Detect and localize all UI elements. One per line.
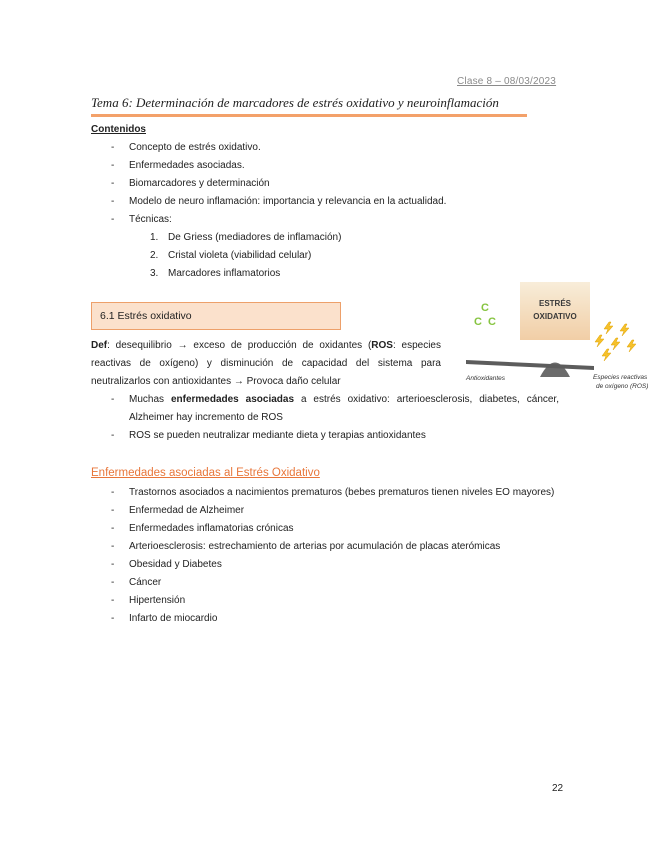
list-item — [91, 538, 559, 556]
oxidative-stress-illustration — [462, 278, 652, 396]
contents-list — [91, 139, 561, 283]
item-number: 2. — [150, 250, 159, 261]
list-item-text: Obesidad y Diabetes — [129, 559, 222, 570]
contents-heading: Contenidos — [91, 124, 146, 135]
sign-text-line2: OXIDATIVO — [533, 312, 577, 321]
sign-text-line1: ESTRÉS — [538, 299, 572, 308]
diseases-list — [91, 484, 563, 628]
numbered-item — [91, 247, 561, 265]
list-item — [91, 175, 561, 193]
list-marker: - — [111, 214, 115, 225]
lightning-bolt-icon — [620, 324, 629, 336]
title-underline — [91, 114, 527, 117]
list-marker: - — [111, 160, 115, 171]
list-item — [91, 502, 559, 520]
section-heading-box — [91, 302, 341, 330]
stress-sign — [520, 282, 590, 340]
list-item-text: Cáncer — [129, 577, 162, 588]
numbered-item-text: Cristal violeta (viabilidad celular) — [168, 250, 312, 261]
list-item-text: Infarto de miocardio — [129, 613, 218, 624]
list-marker: - — [111, 142, 115, 153]
list-item-text: Biomarcadores y determinación — [129, 178, 270, 189]
class-date: Clase 8 – 08/03/2023 — [457, 76, 557, 87]
definition-ros: ROS — [371, 340, 393, 351]
lightning-bolt-icon — [627, 340, 636, 352]
list-marker: - — [111, 430, 115, 441]
definition-text-2: : especies reactivas de oxígeno) y disminución de capacidad del sistema para neutralizarlos con antioxidantes → Provoca daño celular — [91, 340, 441, 387]
list-item-text: Muchas — [129, 394, 171, 405]
list-item-text: Hipertensión — [129, 595, 186, 606]
list-item — [91, 556, 559, 574]
list-marker: - — [111, 505, 115, 516]
section-heading: 6.1 Estrés oxidativo — [100, 310, 192, 322]
list-item — [91, 157, 561, 175]
list-item-text: Enfermedades inflamatorias crónicas — [129, 523, 294, 534]
list-marker: - — [111, 523, 115, 534]
list-marker: - — [111, 394, 115, 405]
list-item — [91, 520, 559, 538]
list-item-text: Enfermedad de Alzheimer — [129, 505, 245, 516]
list-item — [91, 592, 559, 610]
ros-label-line1: Especies reactivas — [593, 374, 648, 381]
list-item-text: Técnicas: — [129, 214, 172, 225]
diseases-heading: Enfermedades asociadas al Estrés Oxidativo — [91, 467, 320, 479]
definition-text-1: : desequilibrio → exceso de producción de oxidantes ( — [107, 340, 372, 351]
list-item-bold: enfermedades asociadas — [170, 394, 295, 405]
list-marker: - — [111, 595, 115, 606]
list-item — [91, 391, 559, 427]
list-marker: - — [111, 541, 115, 552]
antioxidant-symbol: C — [474, 316, 482, 328]
list-item — [91, 193, 561, 211]
list-item — [91, 139, 561, 157]
lightning-bolt-icon — [602, 349, 611, 361]
item-number: 1. — [150, 232, 159, 243]
list-marker: - — [111, 577, 115, 588]
list-item — [91, 574, 559, 592]
list-marker: - — [111, 196, 115, 207]
antioxidant-symbol: C — [481, 302, 489, 314]
list-marker: - — [111, 178, 115, 189]
list-item-text: Trastornos asociados a nacimientos prematuros (bebes prematuros tienen niveles EO mayores) — [129, 487, 555, 498]
numbered-item-text: De Griess (mediadores de inflamación) — [168, 232, 342, 243]
list-item-text: Arterioesclerosis: estrechamiento de arterias por acumulación de placas aterómicas — [129, 541, 501, 552]
list-item — [91, 427, 559, 445]
item-number: 3. — [150, 268, 159, 279]
list-item-text: a estrés oxidativo: arterioesclerosis, diabetes, cáncer, Alzheimer hay incremento de ROS — [129, 394, 559, 423]
definition-paragraph — [91, 337, 441, 391]
list-item — [91, 484, 559, 502]
numbered-item — [91, 229, 561, 247]
definition-label: Def — [91, 340, 108, 351]
page-title: Tema 6: Determinación de marcadores de estrés oxidativo y neuroinflamación — [91, 95, 499, 110]
seesaw-beam — [466, 360, 594, 370]
antioxidant-symbol: C — [488, 316, 496, 328]
ros-label-line2: de oxígeno (ROS) — [596, 383, 649, 390]
list-marker: - — [111, 613, 115, 624]
list-item-text: Enfermedades asociadas. — [129, 160, 245, 171]
lightning-bolt-icon — [604, 322, 613, 334]
list-item-text: ROS se pueden neutralizar mediante dieta y terapias antioxidantes — [129, 430, 426, 441]
antioxidants-label: Antioxidantes — [466, 375, 506, 382]
lightning-bolt-icon — [611, 338, 620, 350]
numbered-item-text: Marcadores inflamatorios — [168, 268, 281, 279]
list-item — [91, 211, 561, 229]
list-marker: - — [111, 559, 115, 570]
lightning-bolt-icon — [595, 335, 604, 347]
list-item-text: Concepto de estrés oxidativo. — [129, 142, 261, 153]
page-number: 22 — [552, 783, 564, 794]
list-marker: - — [111, 487, 115, 498]
list-item-text: Modelo de neuro inflamación: importancia y relevancia en la actualidad. — [129, 196, 447, 207]
list-item — [91, 610, 559, 628]
